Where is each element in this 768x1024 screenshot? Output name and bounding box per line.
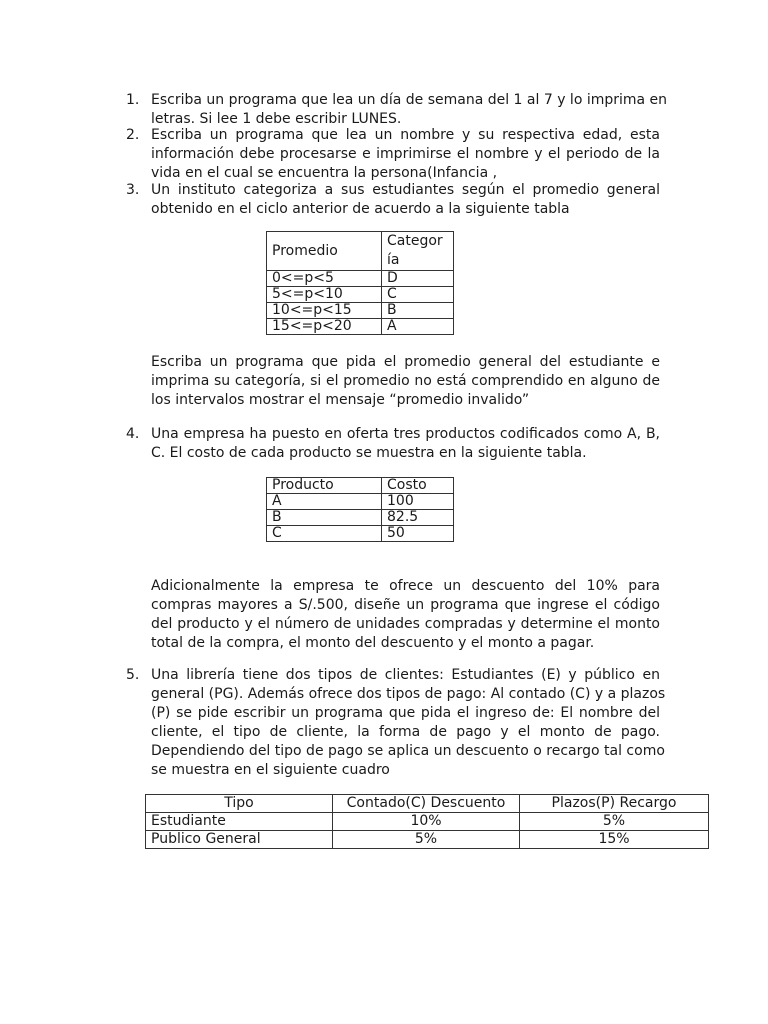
item-5-number: 5. — [126, 667, 140, 683]
table-cell: 15% — [520, 831, 709, 849]
item-3-instructions — [151, 353, 660, 410]
table-row — [267, 271, 454, 287]
table-cell: C — [267, 526, 382, 542]
item-5-line-4: cliente, el tipo de cliente, la forma de pago y el monto de pago. — [151, 724, 660, 740]
item-3-number: 3. — [126, 182, 140, 198]
table-header-cell — [382, 232, 454, 271]
item-4-after-line-4: total de la compra, el monto del descuento y el monto a pagar. — [151, 635, 595, 651]
item-2-line-1: Escriba un programa que lea un nombre y su respectiva edad, esta — [151, 127, 660, 143]
item-5-line-3: (P) se pide escribir un programa que pida el ingreso de: El nombre del — [151, 705, 660, 721]
item-4-number: 4. — [126, 426, 140, 442]
item-5-line-2: general (PG). Además ofrece dos tipos de pago: Al contado (C) y a plazos — [151, 686, 666, 702]
item-4-line-1: Una empresa ha puesto en oferta tres productos codificados como A, B, — [151, 426, 660, 442]
table-row — [267, 319, 454, 335]
table-header-cell: Costo — [382, 478, 454, 494]
item-3-after-line-1: Escriba un programa que pida el promedio general del estudiante e — [151, 354, 660, 370]
table-row — [267, 478, 454, 494]
item-4-after-line-1: Adicionalmente la empresa te ofrece un descuento del 10% para — [151, 578, 660, 594]
table-cell: 50 — [382, 526, 454, 542]
table-row — [267, 232, 454, 271]
table-cell: 10<=p<15 — [267, 303, 382, 319]
item-5-text — [151, 666, 666, 780]
item-2-number: 2. — [126, 127, 140, 143]
item-3-line-2: obtenido en el ciclo anterior de acuerdo a la siguiente tabla — [151, 201, 570, 217]
item-5-line-1: Una librería tiene dos tipos de clientes: Estudiantes (E) y público en — [151, 667, 660, 683]
table-row — [267, 510, 454, 526]
table-cell: 5<=p<10 — [267, 287, 382, 303]
costo-table — [266, 477, 454, 542]
item-1-line-2: letras. Si lee 1 debe escribir LUNES. — [151, 111, 402, 127]
item-1-text — [151, 91, 668, 129]
table-header-cell: Producto — [267, 478, 382, 494]
item-4-after-line-2: compras mayores a S/.500, diseñe un programa que ingrese el código — [151, 597, 660, 613]
table-cell: 10% — [333, 813, 520, 831]
item-5-line-5: Dependiendo del tipo de pago se aplica un descuento o recargo tal como — [151, 743, 665, 759]
categoria-table — [266, 231, 454, 335]
item-4-instructions — [151, 577, 660, 653]
table-cell: Estudiante — [146, 813, 333, 831]
table-cell: A — [382, 319, 454, 335]
table-row — [267, 494, 454, 510]
item-4-line-2: C. El costo de cada producto se muestra en la siguiente tabla. — [151, 445, 587, 461]
table-cell: 82.5 — [382, 510, 454, 526]
table-cell: 5% — [520, 813, 709, 831]
item-4-after-line-3: del producto y el número de unidades compradas y determine el monto — [151, 616, 660, 632]
table-row — [146, 813, 709, 831]
table-row — [146, 831, 709, 849]
item-3-after-line-2: imprima su categoría, si el promedio no está comprendido en alguno de — [151, 373, 660, 389]
item-2-line-2: información debe procesarse e imprimirse el nombre y el periodo de la — [151, 146, 660, 162]
item-2-text — [151, 126, 660, 183]
item-2-line-3: vida en el cual se encuentra la persona(Infancia , — [151, 165, 498, 181]
table-header-cell: Promedio — [267, 232, 382, 271]
item-4-text — [151, 425, 660, 463]
table-cell: 0<=p<5 — [267, 271, 382, 287]
table-cell: B — [267, 510, 382, 526]
table-header-cell: Contado(C) Descuento — [333, 795, 520, 813]
item-1-line-1: Escriba un programa que lea un día de semana del 1 al 7 y lo imprima en — [151, 92, 668, 108]
table-cell: 5% — [333, 831, 520, 849]
table-row — [146, 795, 709, 813]
table-header-cell: Tipo — [146, 795, 333, 813]
categoria-header-part: ía — [387, 252, 400, 268]
item-3-text — [151, 181, 660, 219]
table-cell: 15<=p<20 — [267, 319, 382, 335]
item-3-after-line-3: los intervalos mostrar el mensaje “promedio invalido” — [151, 392, 530, 408]
table-header-cell: Plazos(P) Recargo — [520, 795, 709, 813]
table-cell: Publico General — [146, 831, 333, 849]
table-cell: D — [382, 271, 454, 287]
item-1-number: 1. — [126, 92, 140, 108]
table-cell: C — [382, 287, 454, 303]
table-cell: B — [382, 303, 454, 319]
table-row — [267, 287, 454, 303]
table-cell: 100 — [382, 494, 454, 510]
table-row — [267, 526, 454, 542]
table-cell: A — [267, 494, 382, 510]
item-5-line-6: se muestra en el siguiente cuadro — [151, 762, 390, 778]
item-3-line-1: Un instituto categoriza a sus estudiantes según el promedio general — [151, 182, 660, 198]
categoria-header-part: Categor — [387, 233, 443, 249]
table-row — [267, 303, 454, 319]
pago-table — [145, 794, 709, 849]
